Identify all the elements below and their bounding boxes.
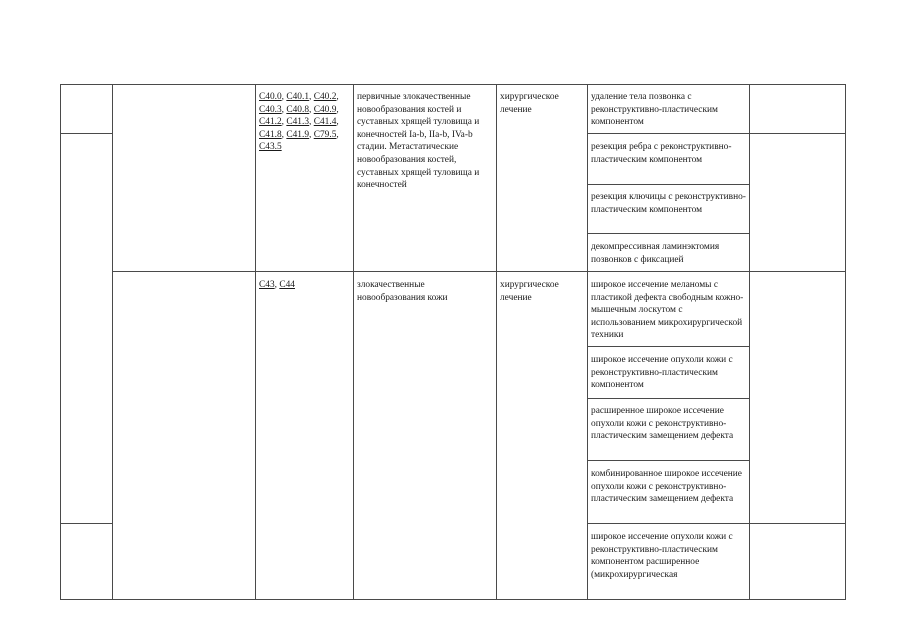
icd-code-link[interactable]: C44: [279, 280, 295, 290]
diagnosis-row-1: первичные злокачественные новообразования костей и суставных хрящей туловища и конечностей Ia-b, IIa-b, IVa-b стадии. Метастатические новообразования костей, суставных хрящей туловища и конечностей: [357, 92, 480, 191]
method-cell: удаление тела позвонка с реконструктивно-пластическим компонентом: [591, 92, 718, 128]
method-cell: комбинированное широкое иссечение опухоли кожи с реконструктивно-пластическим замещением дефекта: [591, 469, 742, 505]
icd-code-link[interactable]: C41.2: [259, 117, 282, 128]
icd-code-link[interactable]: C40.8: [286, 104, 310, 115]
method-cell: резекция ребра с реконструктивно-пластическим компонентом: [591, 142, 732, 165]
icd-code-link[interactable]: C40.1: [286, 92, 310, 102]
icd-code-link[interactable]: C79.5: [313, 129, 337, 140]
icd-code-link[interactable]: C43: [259, 280, 275, 290]
method-cell: широкое иссечение опухоли кожи с реконструктивно-пластическим компонентом: [591, 355, 733, 391]
icd-codes-row-1: C40.0, C40.1, C40.2, C40.3, C40.8, C40.9, C41.2, C41.3, C41.4, C41.8, C41.9, C79.5, C43.5: [259, 92, 339, 153]
method-cell: широкое иссечение меланомы с пластикой дефекта свободным кожно-мышечным лоскутом с использованием микрохирургической техники: [591, 280, 744, 341]
icd-code-link[interactable]: C43.5: [259, 142, 282, 153]
icd-code-link[interactable]: C41.9: [286, 129, 310, 140]
treatment-type-row-2: хирургическое лечение: [500, 280, 559, 303]
icd-code-link[interactable]: C40.2: [313, 92, 337, 102]
method-cell: расширенное широкое иссечение опухоли кожи с реконструктивно-пластическим замещением дефекта: [591, 406, 734, 442]
icd-code-link[interactable]: C41.3: [286, 117, 310, 128]
method-cell: декомпрессивная ламинэктомия позвонков с фиксацией: [591, 242, 720, 265]
method-cell: резекция ключицы с реконструктивно-пластическим компонентом: [591, 192, 746, 215]
icd-code-link[interactable]: C40.9: [313, 104, 337, 115]
icd-code-link[interactable]: C40.3: [259, 104, 282, 115]
icd-code-link[interactable]: C41.8: [259, 129, 282, 140]
diagnosis-row-2: злокачественные новообразования кожи: [357, 280, 448, 303]
method-cell: широкое иссечение опухоли кожи с реконструктивно-пластическим компонентом расширенное (микрохирургическая: [591, 532, 733, 580]
treatment-type-row-1: хирургическое лечение: [500, 92, 559, 115]
icd-code-link[interactable]: C41.4: [313, 117, 337, 128]
icd-code-link[interactable]: C40.0: [259, 92, 282, 102]
icd-codes-row-2: C43, C44: [259, 280, 295, 290]
